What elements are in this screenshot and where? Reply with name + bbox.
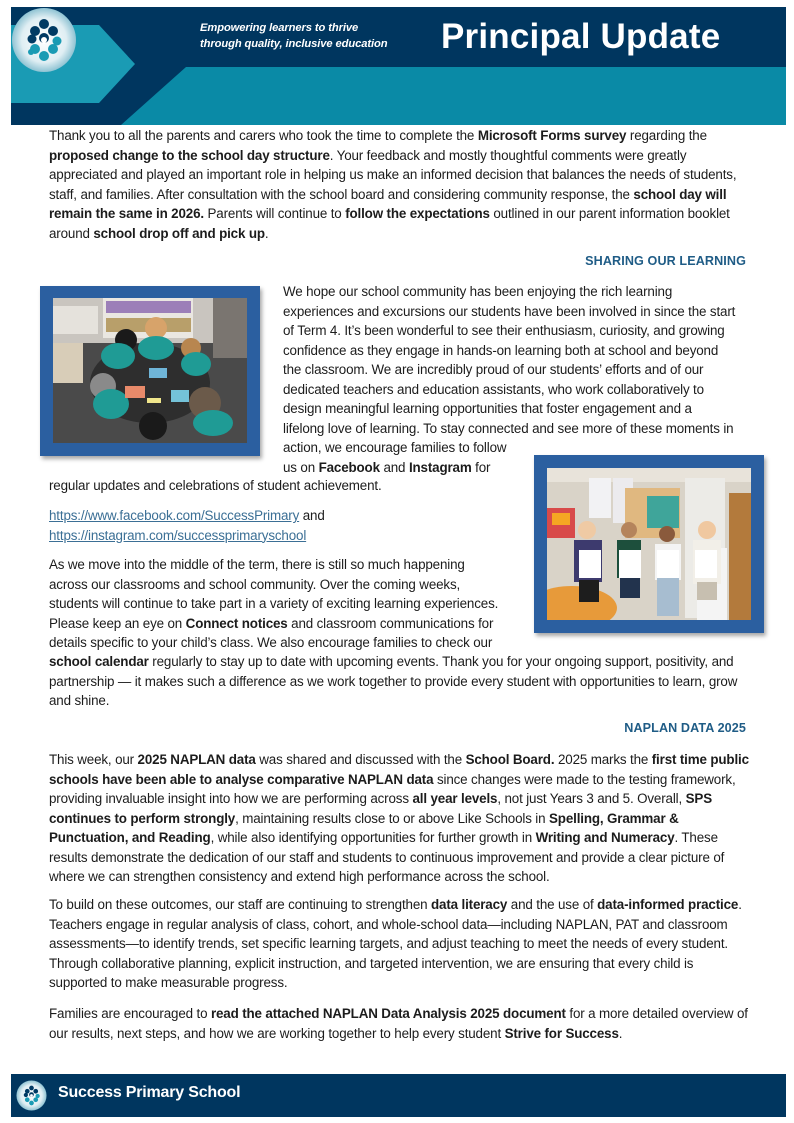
text-line: lifelong love of learning. To stay connected and see more of these moments in — [283, 420, 734, 436]
text-run: regarding the — [626, 128, 707, 143]
text-run: Families are encouraged to — [49, 1006, 211, 1021]
tagline-line-1: Empowering learners to thrive — [200, 22, 359, 34]
text-run: . Your feedback and mostly thoughtful comments were greatly appreciated and played an important role in helping us make an informed decision that balances the needs of students, staff, and families. After consultation with the school board and considering community response, the — [49, 147, 737, 202]
text-run: , not just Years 3 and 5. Overall, — [497, 791, 686, 806]
naplan-paragraph-3 — [49, 1004, 749, 1043]
text-run: was shared and discussed with the — [255, 752, 466, 767]
text-run: 2025 marks the — [554, 752, 652, 767]
bold-text-run: 2025 NAPLAN data — [137, 752, 256, 767]
header-banner — [11, 7, 786, 125]
sharing-paragraph-2-top — [49, 555, 529, 653]
bold-text-run: SPS continues to perform strongly — [49, 791, 712, 826]
text-run: and classroom communications for — [287, 615, 494, 631]
text-run: This week, our — [49, 752, 138, 767]
bold-text-run: read the attached NAPLAN Data Analysis 2025 document — [210, 1006, 566, 1021]
text-run: . These results demonstrate the dedication of our staff and students to continuous improvement and provide a clear picture of where we can strengthen consistency and extend high performance across the school. — [49, 830, 725, 884]
intro-paragraph — [49, 126, 749, 243]
footer-logo-icon — [16, 1080, 47, 1111]
text-run: To build on these outcomes, our staff are continuing to strengthen — [49, 897, 431, 912]
text-line: action, we encourage families to follow — [283, 440, 507, 455]
text-run: . — [264, 225, 269, 241]
text-line: design meaningful learning opportunities that foster engagement and a — [283, 401, 692, 416]
bold-text-run: Strive for Success — [504, 1025, 619, 1041]
bold-text-run: Spelling, Grammar & Punctuation, and Reading — [49, 810, 679, 845]
tagline-line-2: through quality, inclusive education — [200, 38, 388, 50]
page-title: Principal Update — [441, 17, 721, 56]
text-run: Thank you to all the parents and carers who took the time to complete the — [49, 128, 478, 143]
text-run: , maintaining results close to or above Like Schools in — [235, 810, 550, 826]
photo-certificates — [547, 468, 751, 620]
school-calendar-mention: school calendar — [49, 654, 149, 669]
text-run: Please keep an eye on — [49, 615, 186, 631]
text-line: across our classrooms and school community. Over the coming weeks, — [49, 576, 461, 592]
text-line: As we move into the middle of the term, there is still so much happening — [49, 557, 465, 572]
text-line — [49, 614, 529, 634]
naplan-paragraph-1 — [49, 750, 749, 887]
section-heading-sharing: SHARING OUR LEARNING — [585, 254, 746, 268]
bold-text-run: data literacy — [431, 897, 508, 912]
text-run: , while also identifying opportunities for further growth in — [210, 830, 536, 845]
text-line: students will continue to take part in a variety of exciting learning experiences. — [49, 596, 499, 611]
text-run: outlined in our parent information booklet around — [49, 206, 730, 241]
text-run: and — [299, 508, 325, 523]
bold-text-run: Writing and Numeracy — [535, 830, 675, 845]
text-line: of Term 4. It’s been wonderful to see their enthusiasm, curiosity, and growing — [283, 323, 725, 338]
text-run: us on — [283, 459, 319, 475]
text-run: regularly to stay up to date with upcoming events. Thank you for your ongoing support, positivity, and partnership — it makes such a difference as we work together to provide every student with opportunities to learn, grow and shine. — [49, 654, 738, 708]
text-line: the classroom. We are incredibly proud of our students’ efforts and of our — [283, 362, 704, 377]
photo-frame-board-game — [40, 286, 260, 456]
naplan-paragraph-2 — [49, 895, 749, 993]
sharing-paragraph-2-rest — [49, 652, 749, 711]
bold-text-run: all year levels — [412, 791, 498, 806]
text-run: for — [471, 459, 491, 475]
instagram-link[interactable]: https://instagram.com/successprimaryschool — [49, 527, 307, 543]
sharing-paragraph-1 — [283, 282, 753, 477]
text-run: and the use of — [507, 897, 598, 912]
header-teal-band — [121, 67, 786, 125]
bold-text-run: data-informed practice — [597, 897, 739, 912]
text-line: dedicated teachers and education assistants, who work collaboratively to — [283, 381, 704, 397]
bold-text-run: School Board. — [465, 752, 555, 767]
instagram-mention: Instagram — [408, 459, 472, 475]
bold-text-run: first time public schools have been able to analyse comparative NAPLAN data — [49, 752, 749, 787]
text-run: since changes were made to the testing framework, providing invaluable insight into how we are performing across — [49, 771, 736, 806]
section-heading-naplan: NAPLAN DATA 2025 — [624, 721, 746, 735]
text-run: . — [618, 1025, 623, 1041]
bold-text-run: proposed change to the school day structure — [49, 147, 330, 163]
photo-board-game — [53, 298, 247, 443]
text-run: . Teachers engage in regular analysis of class, cohort, and whole-school data—including NAPLAN, PAT and classroom assessments—to identify trends, set specific learning targets, and adjust teaching to meet the needs of every student. Through collaborative planning, explicit instruction, and targeted intervention, we are ensuring that every child is supported to make measurable progress. — [49, 897, 742, 990]
footer-school-name: Success Primary School — [58, 1084, 241, 1101]
text-run: and — [379, 459, 409, 475]
school-logo-icon — [11, 7, 77, 73]
facebook-mention: Facebook — [318, 459, 380, 475]
connect-notices-mention: Connect notices — [185, 615, 288, 631]
bold-text-run: Microsoft Forms survey — [477, 128, 627, 143]
text-line: We hope our school community has been enjoying the rich learning — [283, 284, 673, 299]
bold-text-run: follow the expectations — [345, 206, 490, 221]
sharing-last-line: regular updates and celebrations of student achievement. — [49, 478, 382, 493]
text-line: experiences and excursions our students have been involved in since the start — [283, 303, 736, 319]
bold-text-run: school day will remain the same in 2026. — [49, 186, 727, 221]
text-line: details specific to your child’s class. We also encourage families to check our — [49, 635, 493, 650]
header-tagline — [200, 20, 387, 52]
photo-frame-certificates — [534, 455, 764, 633]
text-line: confidence as they engage in hands-on learning both at school and beyond — [283, 342, 719, 358]
text-run: for a more detailed overview of our results, next steps, and how we are working together to help every student — [49, 1006, 748, 1041]
text-run: Parents will continue to — [203, 206, 346, 221]
bold-text-run: school drop off and pick up — [93, 225, 265, 241]
facebook-link[interactable]: https://www.facebook.com/SuccessPrimary — [49, 508, 300, 523]
footer-banner — [11, 1074, 786, 1117]
